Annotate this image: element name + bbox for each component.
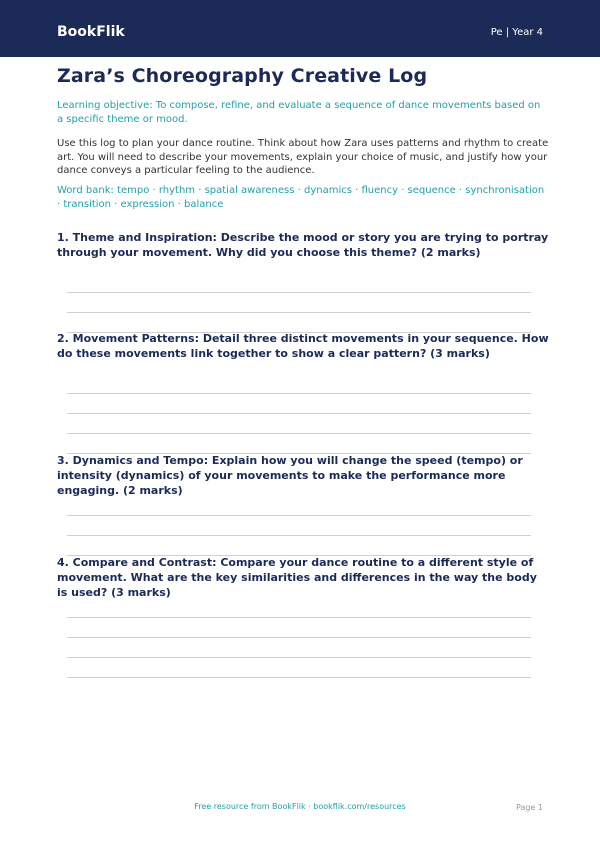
learning-objective: Learning objective: To compose, refine, and evaluate a sequence of dance movements based on a specific theme or mood. <box>57 100 541 125</box>
answer-line[interactable] <box>67 677 531 678</box>
answer-line[interactable] <box>67 617 531 618</box>
answer-line[interactable] <box>67 292 531 293</box>
question-1: 1. Theme and Inspiration: Describe the mood or story you are trying to portray through your movement. Why did you choose this theme? (2 marks) <box>57 231 549 259</box>
brand-logo: BookFlik <box>57 24 125 40</box>
footer-credit: Free resource from BookFlik · bookflik.com/resources <box>194 802 406 811</box>
intro-text: Use this log to plan your dance routine. Think about how Zara uses patterns and rhythm to create art. You will need to describe your movements, explain your choice of music, and justify how your dance conveys a particular feeling to the audience. <box>57 138 549 176</box>
answer-line[interactable] <box>67 393 531 394</box>
question-3: 3. Dynamics and Tempo: Explain how you will change the speed (tempo) or intensity (dynamics) of your movements to make the performance more engaging. (2 marks) <box>57 454 523 497</box>
answer-line[interactable] <box>67 312 531 313</box>
page-title: Zara’s Choreography Creative Log <box>57 65 428 87</box>
header-bar <box>0 0 600 57</box>
answer-line[interactable] <box>67 433 531 434</box>
answer-line[interactable] <box>67 413 531 414</box>
question-2: 2. Movement Patterns: Detail three distinct movements in your sequence. How do these movements link together to show a clear pattern? (3 marks) <box>57 332 549 360</box>
subject-year: Pe | Year 4 <box>490 27 543 38</box>
question-4: 4. Compare and Contrast: Compare your dance routine to a different style of movement. What are the key similarities and differences in the way the body is used? (3 marks) <box>57 556 537 599</box>
answer-line[interactable] <box>67 535 531 536</box>
answer-line[interactable] <box>67 515 531 516</box>
word-bank: Word bank: tempo · rhythm · spatial awareness · dynamics · fluency · sequence · synchronisation · transition · expression · balance <box>57 185 545 210</box>
answer-line[interactable] <box>67 637 531 638</box>
page-number: Page 1 <box>516 803 543 812</box>
answer-line[interactable] <box>67 657 531 658</box>
